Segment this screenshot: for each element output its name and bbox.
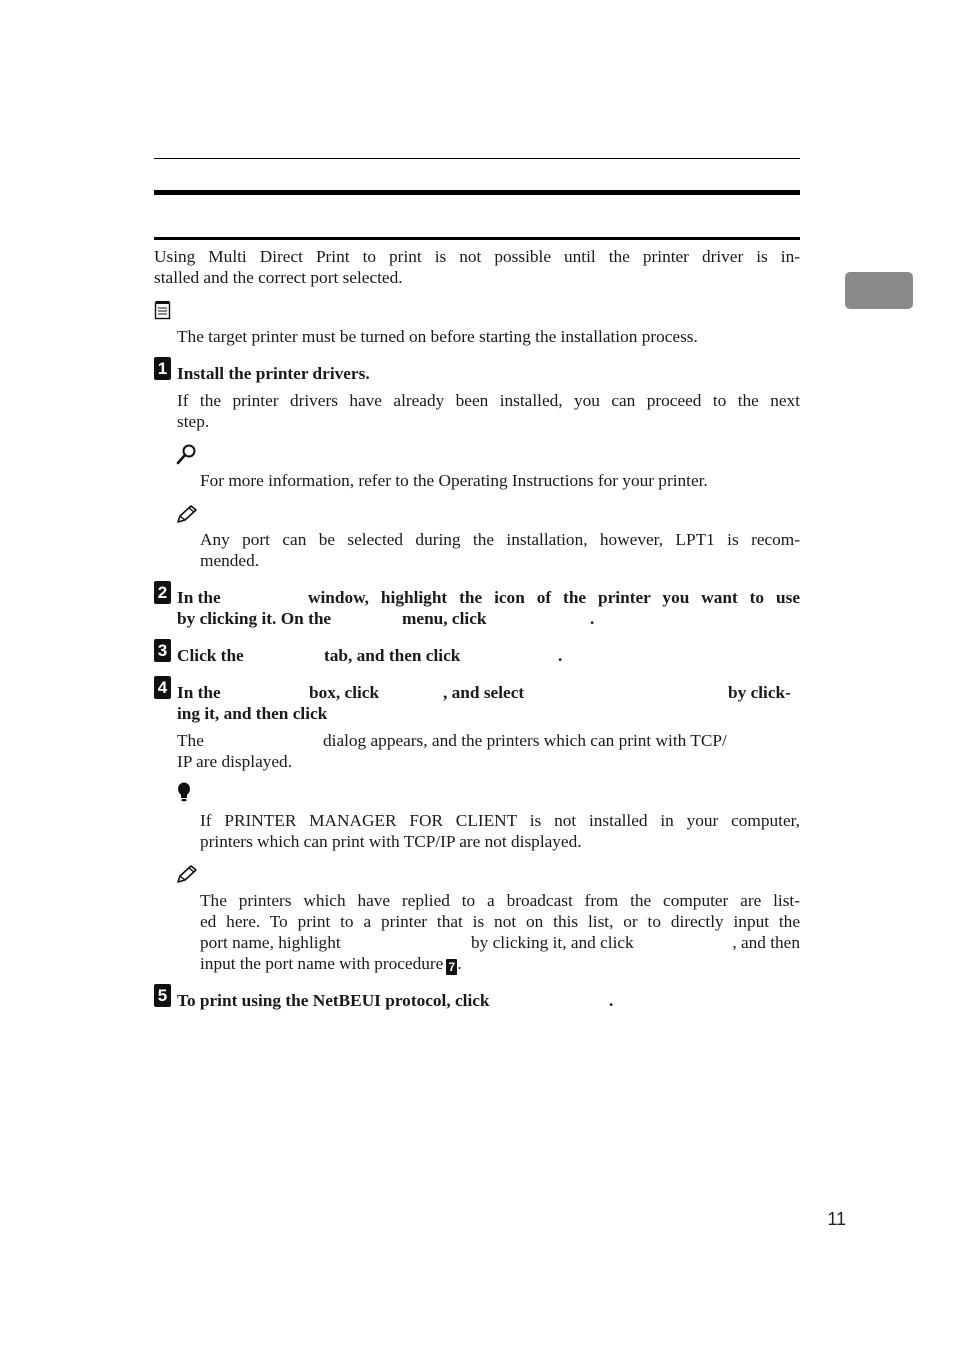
page-number: 11 (827, 1209, 846, 1229)
step-1-body-line-2: step. (177, 412, 210, 431)
step-4-text-e: ing it, and then click (177, 704, 328, 723)
step-2-text-a: In the (177, 588, 221, 607)
step-4-text-a: In the (177, 683, 221, 702)
step-4-note-line-3-c: , and then (732, 933, 800, 952)
pencil-note-icon (176, 864, 198, 884)
step-2-marker: 2 (154, 581, 171, 604)
step-1-body-line-1: If the printer drivers have already been installed, you can proceed to the next (177, 391, 800, 410)
step-4-note-line-4-end: . (457, 954, 462, 973)
magnifier-reference-icon (176, 443, 198, 465)
step-3-marker: 3 (154, 639, 171, 662)
step-1-reference: For more information, refer to the Operating Instructions for your printer. (200, 471, 708, 490)
step-1-marker: 1 (154, 357, 171, 380)
step-5-marker: 5 (154, 984, 171, 1007)
step-4-important-line-2: printers which can print with TCP/IP are not displayed. (200, 832, 582, 851)
step-4-text-d: by click- (728, 683, 791, 702)
step-5-text-b: . (609, 991, 614, 1010)
section-rule (154, 237, 800, 240)
step-5-text-a: To print using the NetBEUI protocol, click (177, 991, 490, 1010)
note-target-printer: The target printer must be turned on before starting the installation process. (177, 327, 698, 346)
step-1-title: Install the printer drivers. (177, 364, 370, 383)
step-4-body-b: dialog appears, and the printers which can print with TCP/ (323, 731, 727, 750)
step-1-note-line-1: Any port can be selected during the installation, however, LPT1 is recom- (200, 530, 800, 549)
step-4-important-line-1: If PRINTER MANAGER FOR CLIENT is not installed in your computer, (200, 811, 800, 830)
step-2-text-d: menu, click (402, 609, 487, 628)
note-memo-icon (154, 300, 172, 320)
step-4-note-line-4 (200, 953, 462, 975)
step-4-body-c: IP are displayed. (177, 752, 293, 771)
pencil-note-icon (176, 504, 198, 524)
header-thick-rule (154, 190, 800, 195)
step-4-note-line-1: The printers which have replied to a broadcast from the computer are list- (200, 891, 800, 910)
intro-line-1: Using Multi Direct Print to print is not possible until the printer driver is in- (154, 247, 800, 266)
header-thin-rule (154, 158, 800, 159)
step-4-text-c: , and select (443, 683, 525, 702)
step-4-note-line-3-a: port name, highlight (200, 933, 341, 952)
step-4-note-line-3-b: by clicking it, and click (471, 933, 634, 952)
intro-line-2: stalled and the correct port selected. (154, 268, 403, 287)
step-3-text-c: . (558, 646, 563, 665)
step-2-text-b: window, highlight the icon of the printer you want to use (308, 588, 800, 607)
procedure-7-ref-marker: 7 (446, 959, 457, 975)
step-2-text-e: . (590, 609, 595, 628)
step-3-text-a: Click the (177, 646, 244, 665)
step-4-note-line-2: ed here. To print to a printer that is not on this list, or to directly input the (200, 912, 800, 931)
step-4-marker: 4 (154, 676, 171, 699)
chapter-tab-marker (845, 272, 913, 309)
step-4-note-line-4-text: input the port name with procedure (200, 954, 444, 973)
step-3-text-b: tab, and then click (324, 646, 461, 665)
step-4-text-b: box, click (309, 683, 380, 702)
step-2-text-c: by clicking it. On the (177, 609, 332, 628)
step-4-body-a: The (177, 731, 204, 750)
step-1-note-line-2: mended. (200, 551, 260, 570)
lightbulb-important-icon (176, 782, 192, 804)
